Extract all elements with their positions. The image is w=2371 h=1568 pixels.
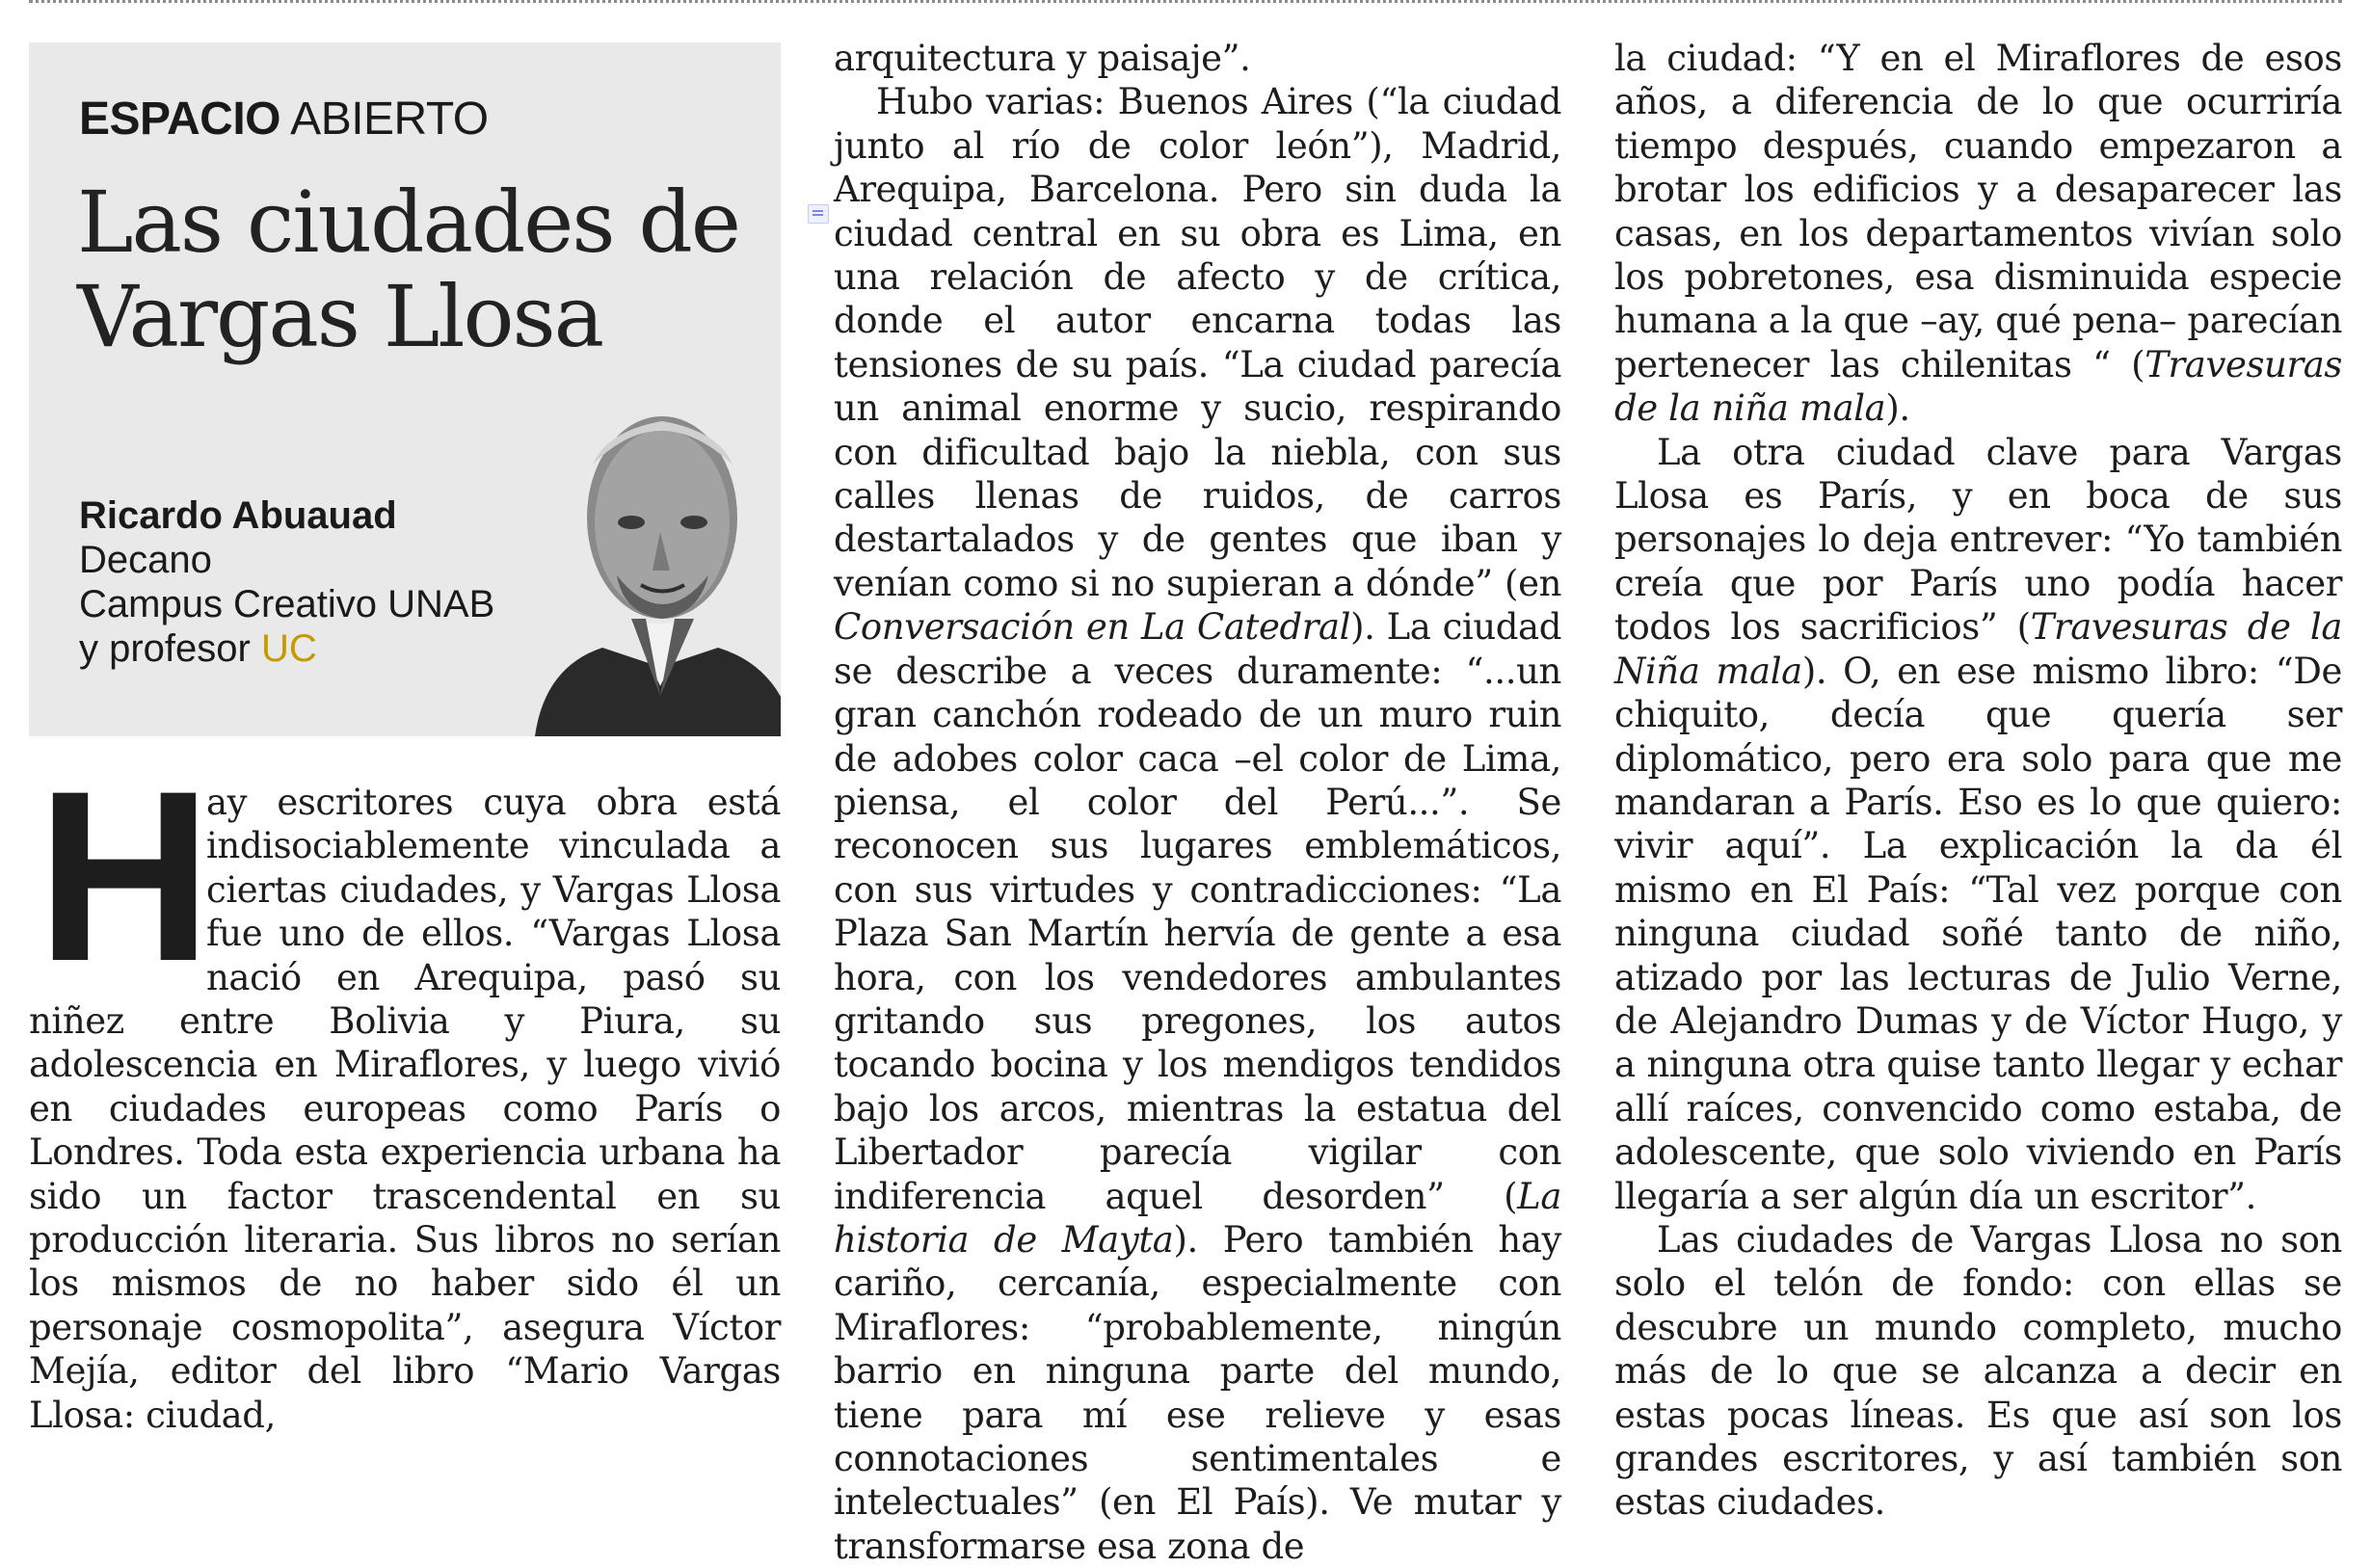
column3-paragraph-3: Las ciudades de Vargas Llosa no son solo el telón de fondo: con ellas se descubre un mundo completo, mucho más de lo que se alcanza a decir en estas pocas líneas. Es que así son los grandes escritores, y así también son estas ciudades. bbox=[1614, 1218, 2342, 1524]
article-column-3 bbox=[1614, 37, 2342, 1525]
headline-line-2: Vargas Llosa bbox=[77, 267, 603, 366]
column2-paragraph-2: Hubo varias: Buenos Aires (“la ciudad junto al río de color león”), Madrid, Arequipa, Barcelona. Pero sin duda la ciudad central en su obra es Lima, en una relación de afecto y de crítica, donde el autor encarna todas las tensiones de su país. “La ciudad parecía un animal enorme y sucio, respirando con dificultad bajo la niebla, con sus calles llenas de ruidos, de carros destartalados y de gentes que iban y venían como si no supieran a dónde” (en Conversación en La Catedral). La ciudad se describe a veces duramente: “...un gran canchón rodeado de un muro ruin de adobes color caca –el color de Lima, piensa, el color del Perú...”. Se reconocen sus lugares emblemáticos, con sus virtudes y contradicciones: “La Plaza San Martín hervía de gente a esa hora, con los vendedores ambulantes gritando sus pregones, los autos tocando bocina y los mendigos tendidos bajo los arcos, mientras la estatua del Libertador parecía vigilar con indiferencia aquel desorden” (La historia de Mayta). Pero también hay cariño, cercanía, especialmente con Miraflores: “probablemente, ningún barrio en ninguna parte del mundo, tiene para mí ese relieve y esas connotaciones sentimentales e intelectuales” (en El País). Ve mutar y transformarse esa zona de bbox=[834, 81, 1561, 1567]
opinion-header-box bbox=[29, 42, 781, 736]
author-role: Decano bbox=[79, 539, 212, 581]
column3-paragraph-2: La otra ciudad clave para Vargas Llosa es París, y en boca de sus personajes lo deja entrever: “Yo también creía que por París uno podía hacer todos los sacrificios” (Travesuras de la Niña mala). O, en ese mismo libro: “De chiquito, decía que quería ser diplomático, pero era solo para que me mandaran a París. Eso es lo que quiero: vivir aquí”. La explicación la da él mismo en El País: “Tal vez porque con ninguna ciudad soñé tanto de niño, atizado por las lecturas de Julio Verne, de Alejandro Dumas y de Víctor Hugo, y a ninguna otra quise tanto llegar y echar allí raíces, convencido como estaba, de adolescente, que solo viviendo en París llegaría a ser algún día un escritor”. bbox=[1614, 431, 2343, 1217]
uc-highlight: UC bbox=[260, 627, 317, 670]
dropcap: H bbox=[37, 741, 212, 1012]
column2-paragraph-1: arquitectura y paisaje”. bbox=[834, 38, 1251, 79]
author-portrait bbox=[516, 378, 781, 736]
top-dotted-rule bbox=[29, 0, 2342, 6]
book-title-travesuras-2: Travesuras de la Niña mala bbox=[1614, 606, 2342, 692]
author-org: Campus Creativo UNAB bbox=[79, 583, 495, 625]
article-headline bbox=[77, 175, 752, 364]
article-column-2 bbox=[834, 37, 1561, 1568]
book-title-travesuras-1: Travesuras de la niña mala bbox=[1614, 343, 2342, 430]
column3-paragraph-1: la ciudad: “Y en el Miraflores de esos años, a diferencia de lo que ocurriría tiempo después, cuando empezaron a brotar los edificios y a desaparecer las casas, en los departamentos vivían solo los pobretones, esa disminuida especie humana a la que –ay, qué pena– parecían pertenecer las chilenitas “ (Travesuras de la niña mala). bbox=[1614, 38, 2342, 430]
kicker-rest: ABIERTO bbox=[280, 93, 489, 145]
author-block bbox=[79, 493, 494, 671]
book-title-conversacion: Conversación en La Catedral bbox=[834, 606, 1351, 649]
author-name: Ricardo Abuauad bbox=[79, 494, 397, 537]
section-kicker bbox=[79, 93, 489, 146]
book-title-mayta: La historia de Mayta bbox=[834, 1175, 1561, 1261]
column1-paragraph: H ay escritores cuya obra está indisociablemente vinculada a ciertas ciudades, y Vargas Llosa fue uno de ellos. “Vargas Llosa nació en Arequipa, pasó su niñez entre Bolivia y Piura, su adolescencia en Miraflores, y luego vivió en ciudades europeas como París o Londres. Toda esta experiencia urbana ha sido un factor trascendental en su producción literaria. Sus libros no serían los mismos de no haber sido él un personaje cosmopolita”, asegura Víctor Mejía, editor del libro “Mario Vargas Llosa: ciudad, bbox=[29, 741, 781, 1436]
note-marker-icon[interactable] bbox=[808, 204, 829, 224]
kicker-bold: ESPACIO bbox=[79, 93, 280, 145]
headline-line-1: Las ciudades de bbox=[77, 173, 739, 272]
author-extra: y profesor UC bbox=[79, 627, 317, 670]
article-column-1 bbox=[29, 741, 781, 1437]
